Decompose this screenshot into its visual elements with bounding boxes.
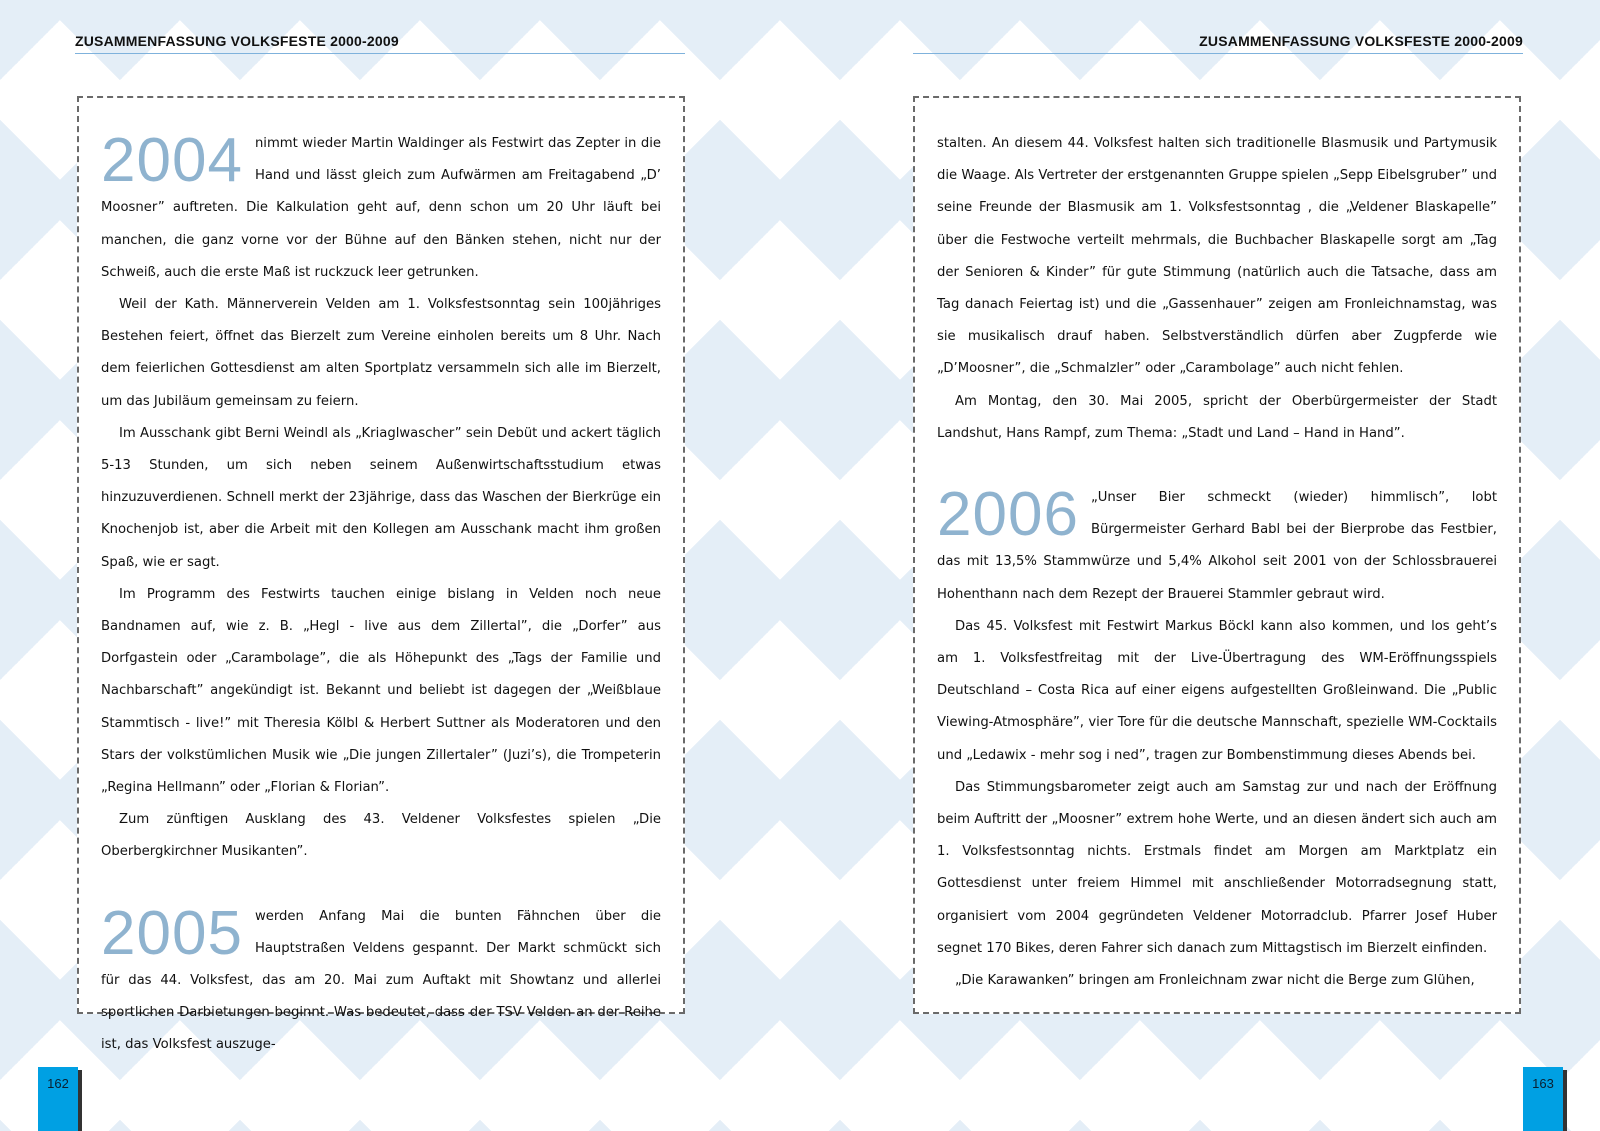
paragraph: Das Stimmungsbarometer zeigt auch am Samstag zur und nach der Eröffnung beim Auftritt der „Moosner” extrem hohe Werte, und an diesen ändert sich auch am 1. Volksfestsonntag nichts. Erstmals findet am Morgen am Marktplatz ein Gottesdienst unter freiem Himmel mit anschließender Motorradsegnung statt, organisiert vom 2004 gegründeten Veldener Motorradclub. Pfarrer Josef Huber segnet 170 Bikes, deren Fahrer sich danach zum Mittagstisch im Bierzelt einfinden. bbox=[937, 779, 1497, 956]
section-spacer bbox=[937, 450, 1497, 482]
paragraph: Das 45. Volksfest mit Festwirt Markus Böckl kann also kommen, und los geht’s am 1. Volksfestfreitag mit der Live-Übertragung des WM-Eröffnungsspiels Deutschland – Costa Rica auf einer eigens aufgestellten Großleinwand. Die „Public Viewing-Atmosphäre”, vier Tore für die deutsche Mannschaft, spezielle WM-Cocktails und „Ledawix - mehr sog i ned”, tragen zur Bombenstimmung dieses Abends bei. bbox=[937, 618, 1497, 763]
section-2006 bbox=[937, 482, 1497, 611]
paragraph: Im Programm des Festwirts tauchen einige bislang in Velden noch neue Bandnamen auf, wie z. B. „Hegl - live aus dem Zillertal”, die „Dorfer” aus Dorfgastein oder „Carambolage”, die als Höhepunkt des „Tags der Familie und Nachbarschaft” angekündigt ist. Bekannt und beliebt ist dagegen der „Weißblaue Stammtisch - live!” mit Theresia Kölbl & Herbert Suttner als Moderatoren und den Stars der volkstümlichen Musik wie „Die jungen Zillertaler” (Juzi’s), die Trompeterin „Regina Hellmann” oder „Florian & Florian”. bbox=[101, 586, 661, 796]
paragraph: Zum zünftigen Ausklang des 43. Veldener Volksfestes spielen „Die Oberbergkirchner Musikanten”. bbox=[101, 812, 661, 860]
section-spacer bbox=[101, 869, 661, 901]
left-text-box bbox=[77, 96, 685, 1053]
running-head-left: ZUSAMMENFASSUNG VOLKSFESTE 2000-2009 bbox=[75, 33, 685, 54]
paragraph: stalten. An diesem 44. Volksfest halten sich traditionelle Blasmusik und Partymusik die Waage. Als Vertreter der erstgenannten Gruppe spielen „Sepp Eibelsgruber” und seine Freunde der Blasmusik am 1. Volksfestsonntag , die „Veldener Blaskapelle” über die Festwoche verteilt mehrmals, die Buchbacher Blaskapelle sorgt am „Tag der Senioren & Kinder” für gute Stimmung (natürlich auch die Tatsache, dass am Tag danach Feiertag ist) und die „Gassenhauer” zeigen am Fronleichnamstag, was sie musikalisch drauf haben. Selbstverständlich dürfen aber Zugpferde wie „D’Moosner”, die „Schmalzler” oder „Carambolage” auch nicht fehlen. bbox=[937, 136, 1497, 377]
section-2005 bbox=[101, 901, 661, 1062]
paragraph: Im Ausschank gibt Berni Weindl als „Kriaglwascher” sein Debüt und ackert täglich 5-13 Stunden, um sich neben seinem Außenwirtschaftsstudium etwas hinzuzuverdienen. Schnell merkt der 23jährige, dass das Waschen der Bierkrüge ein Knochenjob ist, aber die Arbeit mit den Kollegen am Ausschank macht ihm großen Spaß, wie er sagt. bbox=[101, 425, 661, 570]
year-heading-2004: 2004 bbox=[101, 128, 243, 195]
paragraph: Weil der Kath. Männerverein Velden am 1. Volksfestsonntag sein 100jähriges Bestehen feiert, öffnet das Bierzelt zum Vereine einholen bereits um 8 Uhr. Nach dem feierlichen Gottesdienst am alten Sportplatz versammeln sich alle im Bierzelt, um das Jubiläum gemeinsam zu feiern. bbox=[101, 297, 661, 409]
paragraph: „Die Karawanken” bringen am Fronleichnam zwar nicht die Berge zum Glühen, bbox=[955, 973, 1475, 989]
year-heading-2005: 2005 bbox=[101, 900, 243, 968]
page-number-right: 163 bbox=[1523, 1067, 1563, 1131]
section-2004 bbox=[101, 128, 661, 289]
paragraph: nimmt wieder Martin Waldinger als Festwirt das Zepter in die Hand und lässt gleich zum Aufwärmen am Freitagabend „D’ Moosner” auftreten. Die Kalkulation geht auf, denn schon um 20 Uhr läuft bei manchen, die ganz vorne vor der Bühne auf den Bänken stehen, nicht nur der Schweiß, auch die erste Maß ist ruckzuck leer getrunken. bbox=[101, 136, 661, 280]
year-heading-2006: 2006 bbox=[937, 482, 1079, 550]
paragraph: „Unser Bier schmeckt (wieder) himmlisch”, lobt Bürgermeister Gerhard Babl bei der Bierprobe das Festbier, das mit 13,5% Stammwürze und 5,4% Alkohol seit 2001 von der Schlossbrauerei Hohenthann nach dem Rezept der Brauerei Stammler gebraut wird. bbox=[937, 490, 1497, 602]
paragraph: werden Anfang Mai die bunten Fähnchen über die Hauptstraßen Veldens gespannt. Der Markt schmückt sich für das 44. Volksfest, das am 20. Mai zum Auftakt mit Showtanz und allerlei sportlichen Darbietungen beginnt. Was bedeutet, dass der TSV Velden an der Reihe ist, das Volksfest auszuge- bbox=[101, 908, 661, 1053]
right-text-box bbox=[913, 96, 1521, 1014]
running-head-right: ZUSAMMENFASSUNG VOLKSFESTE 2000-2009 bbox=[913, 33, 1523, 54]
paragraph: Am Montag, den 30. Mai 2005, spricht der Oberbürgermeister der Stadt Landshut, Hans Rampf, zum Thema: „Stadt und Land – Hand in Hand”. bbox=[937, 393, 1497, 441]
page-number-left: 162 bbox=[38, 1067, 78, 1131]
